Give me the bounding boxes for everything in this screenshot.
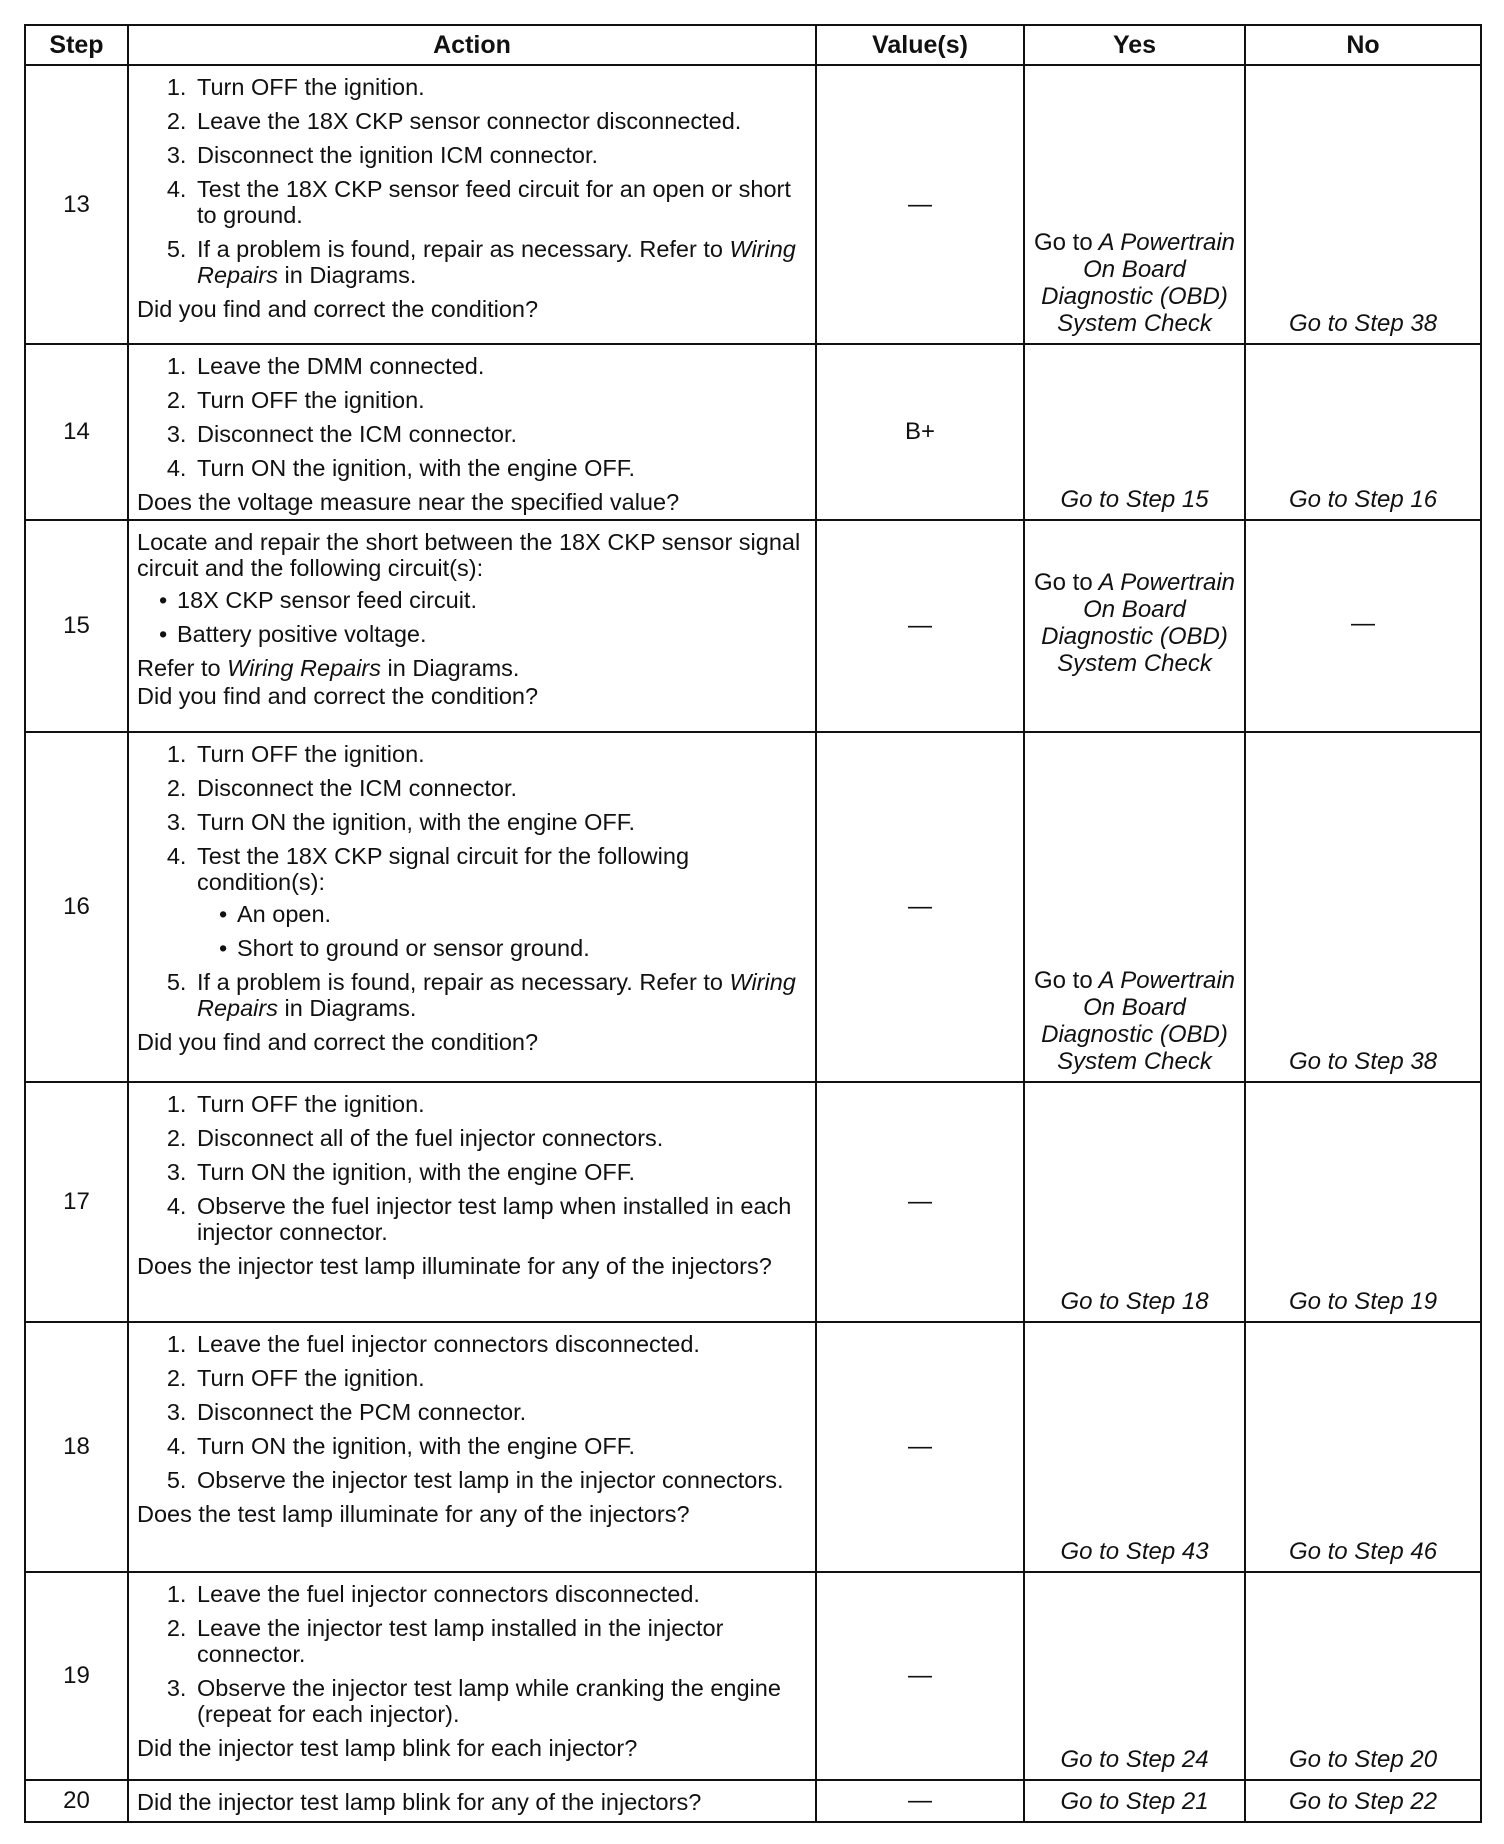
yes-cell bbox=[1024, 65, 1245, 344]
circuit-list bbox=[137, 587, 805, 647]
action-step: 2. Leave the injector test lamp installed in the injector connector. bbox=[193, 1615, 805, 1667]
value-cell: — bbox=[816, 1572, 1024, 1780]
action-cell bbox=[128, 1780, 816, 1822]
table-row bbox=[25, 1082, 1481, 1322]
action-steps bbox=[137, 1091, 805, 1245]
action-cell bbox=[128, 65, 816, 344]
yes-cell: Go to Step 18 bbox=[1024, 1082, 1245, 1322]
obd-check-name: Powertrain On Board Diagnostic (OBD) System Check bbox=[1041, 229, 1235, 337]
no-cell: Go to Step 19 bbox=[1245, 1082, 1481, 1322]
obd-a: A bbox=[1098, 569, 1114, 596]
action-steps bbox=[137, 74, 805, 288]
yes-cell: Go to Step 21 bbox=[1024, 1780, 1245, 1822]
action-step: 4. Observe the fuel injector test lamp when installed in each injector connector. bbox=[193, 1193, 805, 1245]
diagnostic-page bbox=[24, 24, 1480, 1823]
action-cell bbox=[128, 1322, 816, 1572]
action-step: 4. Turn ON the ignition, with the engine OFF. bbox=[193, 455, 805, 481]
step-number: 14 bbox=[25, 344, 128, 520]
header-no: No bbox=[1245, 25, 1481, 65]
action-cell bbox=[128, 344, 816, 520]
value-cell: — bbox=[816, 520, 1024, 732]
step-number: 16 bbox=[25, 732, 128, 1082]
wiring-repairs-ref: Wiring Repairs bbox=[197, 236, 796, 288]
value-cell: — bbox=[816, 732, 1024, 1082]
no-cell: — bbox=[1245, 520, 1481, 732]
action-cell bbox=[128, 732, 816, 1082]
action-step bbox=[193, 843, 805, 961]
action-step: 3. Turn ON the ignition, with the engine OFF. bbox=[193, 809, 805, 835]
action-step-text: If a problem is found, repair as necessary. Refer to bbox=[197, 236, 723, 262]
action-step: 3. Turn ON the ignition, with the engine OFF. bbox=[193, 1159, 805, 1185]
diagrams-ref: in Diagrams. bbox=[387, 655, 520, 681]
header-values: Value(s) bbox=[816, 25, 1024, 65]
no-cell: Go to Step 22 bbox=[1245, 1780, 1481, 1822]
action-step: 1. Leave the fuel injector connectors disconnected. bbox=[193, 1331, 805, 1357]
step-number: 17 bbox=[25, 1082, 128, 1322]
action-step bbox=[193, 236, 805, 288]
no-cell: Go to Step 38 bbox=[1245, 732, 1481, 1082]
obd-check-name: Powertrain On Board Diagnostic (OBD) System Check bbox=[1041, 967, 1235, 1075]
action-step: 1. Leave the fuel injector connectors disconnected. bbox=[193, 1581, 805, 1607]
action-cell bbox=[128, 520, 816, 732]
action-question: Did the injector test lamp blink for each injector? bbox=[137, 1735, 638, 1761]
condition-list bbox=[197, 901, 805, 961]
obd-a: A bbox=[1098, 229, 1114, 256]
refer-text: Refer to bbox=[137, 655, 221, 681]
action-step: 5. Observe the injector test lamp in the injector connectors. bbox=[193, 1467, 805, 1493]
action-step: 3. Disconnect the ignition ICM connector. bbox=[193, 142, 805, 168]
yes-cell bbox=[1024, 732, 1245, 1082]
action-question: Did you find and correct the condition? bbox=[137, 683, 539, 709]
action-steps bbox=[137, 1581, 805, 1727]
go-to-text: Go to bbox=[1034, 229, 1093, 256]
action-step: 1. Turn OFF the ignition. bbox=[193, 74, 805, 100]
step-number: 19 bbox=[25, 1572, 128, 1780]
action-steps bbox=[137, 353, 805, 481]
diagrams-ref: in Diagrams. bbox=[284, 262, 417, 288]
table-row bbox=[25, 65, 1481, 344]
header-yes: Yes bbox=[1024, 25, 1245, 65]
circuit-item: • Battery positive voltage. bbox=[177, 621, 805, 647]
table-row bbox=[25, 520, 1481, 732]
action-cell bbox=[128, 1082, 816, 1322]
header-step: Step bbox=[25, 25, 128, 65]
table-row bbox=[25, 732, 1481, 1082]
table-row bbox=[25, 1322, 1481, 1572]
no-cell: Go to Step 38 bbox=[1245, 65, 1481, 344]
table-row bbox=[25, 344, 1481, 520]
obd-a: A bbox=[1098, 967, 1114, 994]
action-step-text: If a problem is found, repair as necessary. Refer to bbox=[197, 969, 723, 995]
action-step: 1. Turn OFF the ignition. bbox=[193, 741, 805, 767]
diagnostic-table bbox=[24, 24, 1482, 1823]
action-step: 4. Test the 18X CKP sensor feed circuit for an open or short to ground. bbox=[193, 176, 805, 228]
action-question: Does the test lamp illuminate for any of the injectors? bbox=[137, 1501, 690, 1527]
action-question: Did you find and correct the condition? bbox=[137, 296, 539, 322]
action-question: Does the voltage measure near the specified value? bbox=[137, 489, 680, 515]
action-lead: Locate and repair the short between the 18X CKP sensor signal circuit and the following circuit(s): bbox=[137, 529, 801, 581]
table-row bbox=[25, 1780, 1481, 1822]
step-number: 13 bbox=[25, 65, 128, 344]
action-step: 3. Disconnect the ICM connector. bbox=[193, 421, 805, 447]
value-cell: — bbox=[816, 1780, 1024, 1822]
table-row bbox=[25, 1572, 1481, 1780]
value-cell: — bbox=[816, 1082, 1024, 1322]
action-step: 1. Leave the DMM connected. bbox=[193, 353, 805, 379]
action-steps bbox=[137, 1331, 805, 1493]
action-step: 2. Leave the 18X CKP sensor connector disconnected. bbox=[193, 108, 805, 134]
action-step-text: Test the 18X CKP signal circuit for the following condition(s): bbox=[197, 843, 690, 895]
refer-line bbox=[137, 655, 805, 681]
action-step: 4. Turn ON the ignition, with the engine OFF. bbox=[193, 1433, 805, 1459]
action-step: 3. Observe the injector test lamp while cranking the engine (repeat for each injector). bbox=[193, 1675, 805, 1727]
action-question: Did the injector test lamp blink for any of the injectors? bbox=[137, 1789, 702, 1815]
no-cell: Go to Step 16 bbox=[1245, 344, 1481, 520]
action-steps bbox=[137, 741, 805, 1021]
action-step: 2. Disconnect the ICM connector. bbox=[193, 775, 805, 801]
condition-item: • An open. bbox=[237, 901, 805, 927]
no-cell: Go to Step 20 bbox=[1245, 1572, 1481, 1780]
value-cell: B+ bbox=[816, 344, 1024, 520]
action-cell bbox=[128, 1572, 816, 1780]
header-row bbox=[25, 25, 1481, 65]
action-step: 2. Disconnect all of the fuel injector connectors. bbox=[193, 1125, 805, 1151]
go-to-text: Go to bbox=[1034, 569, 1093, 596]
action-question: Does the injector test lamp illuminate for any of the injectors? bbox=[137, 1253, 772, 1279]
value-cell: — bbox=[816, 1322, 1024, 1572]
obd-check-name: Powertrain On Board Diagnostic (OBD) System Check bbox=[1041, 569, 1235, 677]
yes-cell bbox=[1024, 520, 1245, 732]
go-to-text: Go to bbox=[1034, 967, 1093, 994]
step-number: 18 bbox=[25, 1322, 128, 1572]
no-cell: Go to Step 46 bbox=[1245, 1322, 1481, 1572]
action-step: 1. Turn OFF the ignition. bbox=[193, 1091, 805, 1117]
yes-cell: Go to Step 15 bbox=[1024, 344, 1245, 520]
circuit-item: • 18X CKP sensor feed circuit. bbox=[177, 587, 805, 613]
step-number: 20 bbox=[25, 1780, 128, 1822]
condition-item: • Short to ground or sensor ground. bbox=[237, 935, 805, 961]
value-cell: — bbox=[816, 65, 1024, 344]
yes-cell: Go to Step 43 bbox=[1024, 1322, 1245, 1572]
wiring-repairs-ref: Wiring Repairs bbox=[227, 655, 382, 681]
wiring-repairs-ref: Wiring Repairs bbox=[197, 969, 796, 1021]
yes-cell: Go to Step 24 bbox=[1024, 1572, 1245, 1780]
header-action: Action bbox=[128, 25, 816, 65]
action-question: Did you find and correct the condition? bbox=[137, 1029, 539, 1055]
action-step: 3. Disconnect the PCM connector. bbox=[193, 1399, 805, 1425]
diagrams-ref: in Diagrams. bbox=[284, 995, 417, 1021]
action-step: 2. Turn OFF the ignition. bbox=[193, 1365, 805, 1391]
step-number: 15 bbox=[25, 520, 128, 732]
action-step bbox=[193, 969, 805, 1021]
action-step: 2. Turn OFF the ignition. bbox=[193, 387, 805, 413]
